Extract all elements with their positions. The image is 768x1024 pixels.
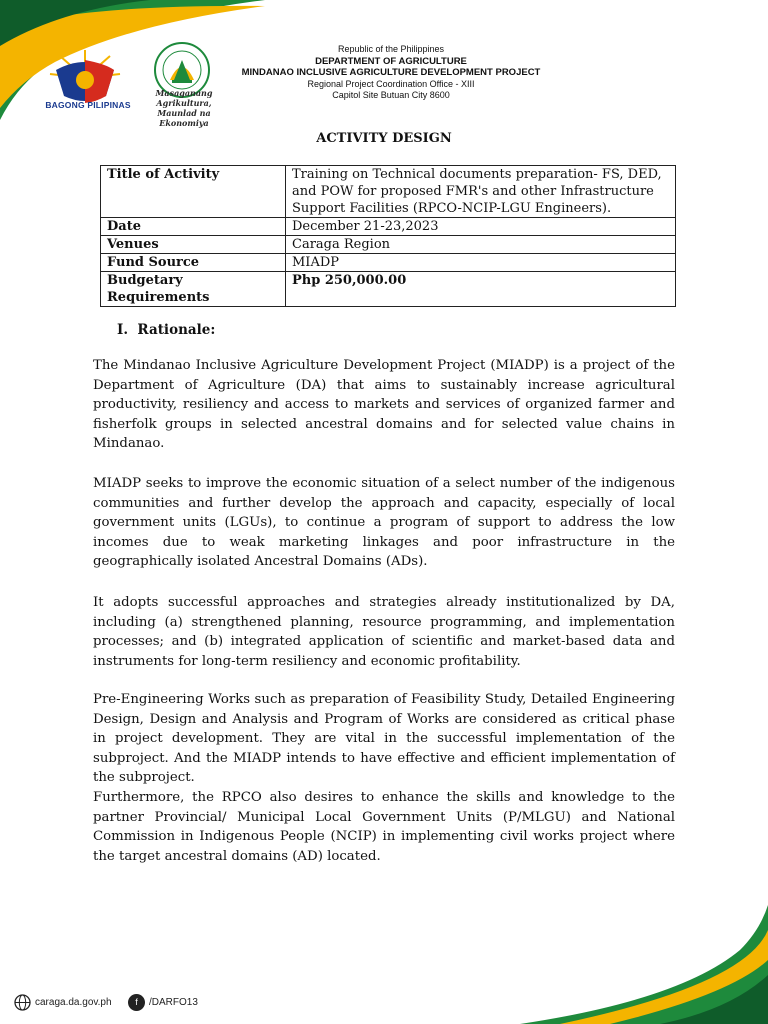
- title-value-line3: Support Facilities (RPCO-NCIP-LGU Engineers).: [292, 201, 612, 216]
- budgetary-requirements-label: [101, 272, 286, 307]
- table-row-venues: [101, 236, 676, 254]
- letterhead: [210, 44, 572, 102]
- rationale-paragraph-1: The Mindanao Inclusive Agriculture Development Project (MIADP) is a project of the Department of Agriculture (DA) that aims to sustainably increase agricultural productivity, resiliency and access to markets and services of organized farmer and fisherfolk groups in selected ancestral domains and for selected value chains in Mindanao.: [93, 358, 675, 451]
- website-text: caraga.da.gov.ph: [35, 997, 112, 1008]
- header-address: Capitol Site Butuan City 8600: [332, 90, 450, 100]
- footer-facebook[interactable]: [128, 994, 198, 1011]
- fund-source-value: MIADP: [286, 254, 676, 272]
- rationale-paragraph-5: Furthermore, the RPCO also desires to enhance the skills and knowledge to the partner Provincial/ Municipal Local Government Units (P/MLGU) and National Commission in Indigenous People (NCIP) in implementing civil works project where the target ancestral domains (AD) located.: [93, 790, 675, 864]
- venues-label: Venues: [101, 236, 286, 254]
- venues-value: Caraga Region: [286, 236, 676, 254]
- budgetary-requirements-value: Php 250,000.00: [286, 272, 676, 307]
- da-tagline-line1: Masaganang Agrikultura,: [155, 88, 213, 108]
- rationale-paragraph-4: Pre-Engineering Works such as preparation of Feasibility Study, Detailed Engineering Design, Design and Analysis and Program of Works are considered as critical phase in project development. They are vital in the successful implementation of the subproject. And the MIADP intends to have effective and efficient implementation of the subproject.: [93, 692, 675, 785]
- section-number: I.: [117, 322, 129, 338]
- header-department: DEPARTMENT OF AGRICULTURE: [315, 55, 467, 67]
- budget-label-line1: Budgetary: [107, 273, 183, 288]
- title-of-activity-value: [286, 166, 676, 218]
- facebook-text: /DARFO13: [149, 997, 198, 1008]
- fund-source-label: Fund Source: [101, 254, 286, 272]
- budget-label-line2: Requirements: [107, 290, 210, 305]
- title-of-activity-label: Title of Activity: [101, 166, 286, 218]
- rationale-paragraph-2: MIADP seeks to improve the economic situation of a select number of the indigenous communities and further develop the approach and capacity, especially of local government units (LGUs), to continue a program of support to address the low incomes due to weak marketing linkages and poor infrastructure in the geographically isolated Ancestral Domains (ADs).: [93, 476, 675, 569]
- table-row-fund-source: [101, 254, 676, 272]
- table-row-title: [101, 166, 676, 218]
- da-tagline-line2: Maunlad na Ekonomiya: [157, 108, 211, 128]
- activity-info-table: [100, 165, 676, 307]
- table-row-date: [101, 218, 676, 236]
- date-label: Date: [101, 218, 286, 236]
- header-project-name: MINDANAO INCLUSIVE AGRICULTURE DEVELOPMENT PROJECT: [241, 67, 541, 78]
- table-row-budget: [101, 272, 676, 307]
- title-value-line2: and POW for proposed FMR's and other Infrastructure: [292, 184, 654, 199]
- footer-website[interactable]: [14, 994, 112, 1011]
- bagong-pilipinas-caption: BAGONG PILIPINAS: [45, 100, 131, 110]
- header-office: Regional Project Coordination Office - XIII: [307, 78, 475, 89]
- section-title: Rationale:: [137, 322, 216, 338]
- document-title: ACTIVITY DESIGN: [316, 131, 452, 146]
- section-heading-rationale: [117, 322, 215, 338]
- rationale-paragraph-3: It adopts successful approaches and strategies already institutionalized by DA, including (a) strengthened planning, resource programming, and implementation processes; and (b) integrated application of scientific and market-based data and instruments for long-term resiliency and economic profitability.: [93, 595, 675, 669]
- date-value: December 21-23,2023: [286, 218, 676, 236]
- header-republic: Republic of the Philippines: [337, 44, 445, 54]
- globe-icon: [14, 994, 31, 1011]
- title-value-line1: Training on Technical documents preparation- FS, DED,: [292, 167, 662, 182]
- facebook-icon: f: [128, 994, 145, 1011]
